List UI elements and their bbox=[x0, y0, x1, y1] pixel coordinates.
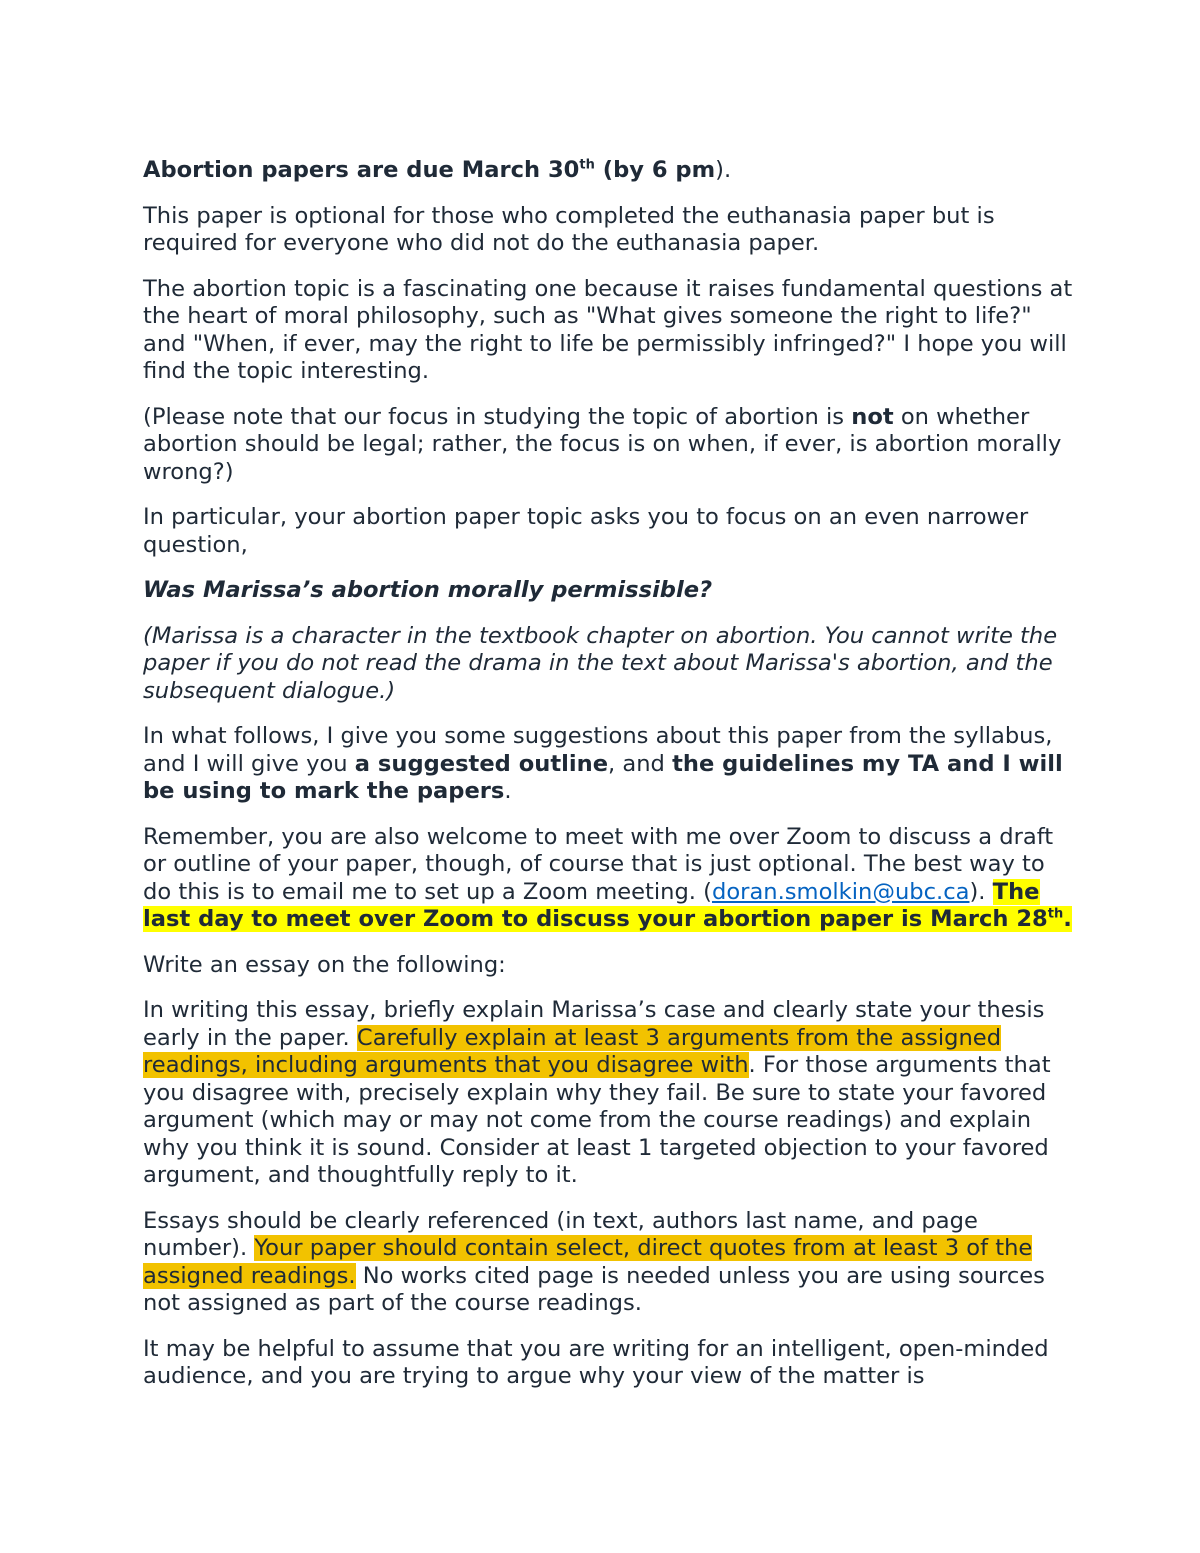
narrower-question-paragraph: In particular, your abortion paper topic asks you to focus on an even narrower question, bbox=[143, 504, 1029, 558]
suggestions-paragraph bbox=[143, 723, 1073, 806]
zoom-deadline-superscript: th bbox=[1047, 906, 1064, 922]
referencing-text-2: No works cited page is needed unless you are using sources not assigned as part of the course readings. bbox=[143, 1262, 1045, 1316]
audience-paragraph: It may be helpful to assume that you are writing for an intelligent, open-minded audience, and you are trying to argue why your view of the matter is bbox=[143, 1335, 1049, 1389]
essay-instructions-text-1: In writing this essay, briefly explain Marissa’s case and clearly state your thesis early in the paper. bbox=[143, 997, 1045, 1051]
due-date-superscript: th bbox=[579, 157, 595, 173]
email-link[interactable]: doran.smolkin@ubc.ca bbox=[711, 878, 970, 905]
suggestions-text-3: . bbox=[504, 778, 512, 804]
suggestions-text-1: In what follows, I give you some suggestions about this paper from the syllabus, and I will give you bbox=[143, 723, 1053, 777]
focus-note-start: (Please note that our focus in studying the topic of abortion is bbox=[143, 403, 852, 430]
topic-intro-paragraph: The abortion topic is a fascinating one because it raises fundamental questions at the heart of moral philosophy, such as "What gives someone the right to life?" and "When, if ever, may the right to life be permissibly infringed?" I hope you will find the topic interesting. bbox=[143, 275, 1073, 384]
essay-instructions-paragraph bbox=[143, 997, 1073, 1190]
suggestions-text-2: , and bbox=[608, 750, 673, 777]
zoom-meeting-text: Remember, you are also welcome to meet with me over Zoom to discuss a draft or outline of your paper, though, of course that is just optional. The best way to do this is to email me to set up a Zoom meeting. ( bbox=[143, 823, 1054, 905]
zoom-meeting-close: ). bbox=[969, 878, 986, 905]
due-date-tail: ). bbox=[715, 157, 732, 183]
essay-prompt-intro: Write an essay on the following: bbox=[143, 951, 506, 978]
zoom-meeting-space bbox=[985, 879, 992, 905]
arguments-highlight: Carefully explain at least 3 arguments from the assigned readings, including arguments that you disagree with bbox=[143, 1024, 1002, 1078]
due-date-heading bbox=[143, 157, 1073, 185]
focus-note-end: on whether abortion should be legal; rather, the focus is on when, if ever, is abortion morally wrong?) bbox=[143, 403, 1062, 485]
optional-paper-paragraph: This paper is optional for those who completed the euthanasia paper but is required for everyone who did not do the euthanasia paper. bbox=[143, 202, 995, 256]
zoom-deadline-end: . bbox=[1063, 906, 1072, 932]
referencing-text-1: Essays should be clearly referenced (in text, authors last name, and page number). bbox=[143, 1207, 978, 1261]
essay-instructions-text-2: . For those arguments that you disagree with, precisely explain why they fail. Be sure to state your favored argument (which may or may not come from the course readings) and explain why you think it is sound. Consider at least 1 targeted objection to your favored argument, and thoughtfully reply to it. bbox=[143, 1052, 1051, 1188]
due-date-text: Abortion papers are due March 30 bbox=[143, 157, 580, 183]
referencing-paragraph bbox=[143, 1208, 1073, 1318]
suggested-outline-bold: a suggested outline bbox=[354, 750, 609, 777]
zoom-deadline-text: The last day to meet over Zoom to discuss your abortion paper is March 28 bbox=[143, 878, 1048, 932]
due-date-time: (by 6 pm bbox=[594, 157, 716, 183]
zoom-meeting-paragraph bbox=[143, 824, 1073, 934]
marissa-note: (Marissa is a character in the textbook chapter on abortion. You cannot write the paper if you do not read the drama in the text about Marissa's abortion, and the subsequent dialogue.) bbox=[143, 622, 1058, 704]
essay-question: Was Marissa’s abortion morally permissible? bbox=[143, 577, 713, 603]
quotes-highlight: Your paper should contain select, direct quotes from at least 3 of the assigned readings. bbox=[143, 1235, 1033, 1289]
guidelines-bold: the guidelines my TA and I will be using to mark the papers bbox=[143, 750, 1063, 804]
focus-note-paragraph bbox=[143, 404, 1073, 487]
document-page bbox=[143, 157, 1073, 1409]
focus-note-emphasis: not bbox=[851, 403, 894, 430]
